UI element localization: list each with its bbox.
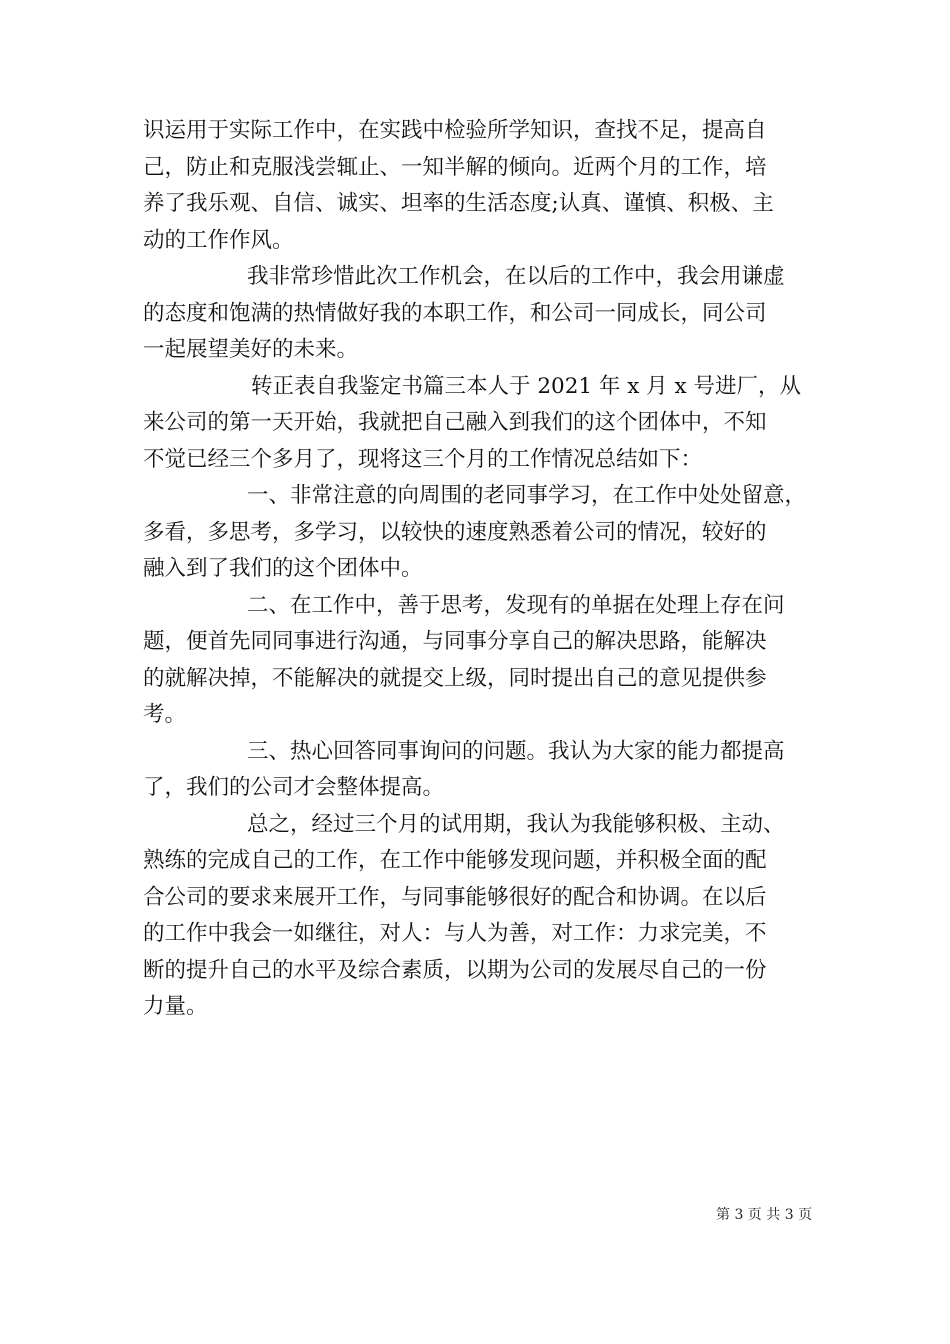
text-line: 多看，多思考，多学习，以较快的速度熟悉着公司的情况，较好的 (143, 519, 767, 545)
document-body (143, 113, 823, 1026)
text-line: 合公司的要求来展开工作，与同事能够很好的配合和协调。在以后 (143, 884, 767, 910)
text-line: 总之，经过三个月的试用期，我认为我能够积极、主动、 (247, 811, 785, 837)
page-number-footer: 第 3 页 共 3 页 (716, 1207, 813, 1223)
text-line: 一起展望美好的未来。 (143, 337, 359, 362)
paragraph-point-two (143, 588, 823, 734)
text-line: 我非常珍惜此次工作机会，在以后的工作中，我会用谦虚 (247, 264, 785, 289)
text-line: 断的提升自己的水平及综合素质，以期为公司的发展尽自己的一份 (143, 957, 767, 983)
text-line: 动的工作作风。 (143, 227, 294, 253)
text-line: 的就解决掉，不能解决的就提交上级，同时提出自己的意见提供参 (143, 665, 767, 691)
text-line: 熟练的完成自己的工作，在工作中能够发现问题，并积极全面的配 (143, 848, 767, 873)
paragraph-work-attitude (143, 113, 823, 259)
text-line: 来公司的第一天开始，我就把自己融入到我们的这个团体中，不知 (143, 410, 767, 435)
text-line: 考。 (143, 702, 187, 727)
text-line: 的工作中我会一如继往，对人：与人为善，对工作：力求完美，不 (143, 921, 767, 946)
paragraph-cherish-opportunity (143, 259, 823, 369)
text-line: 转正表自我鉴定书篇三本人于 2021 年 x 月 x 号进厂，从 (251, 373, 801, 399)
text-line: 了，我们的公司才会整体提高。 (143, 775, 445, 800)
text-line: 的态度和饱满的热情做好我的本职工作，和公司一同成长，同公司 (143, 300, 767, 326)
text-line: 不觉已经三个多月了，现将这三个月的工作情况总结如下： (143, 446, 703, 472)
text-line: 题，便首先同同事进行沟通，与同事分享自己的解决思路，能解决 (143, 629, 767, 654)
text-line: 养了我乐观、自信、诚实、坦率的生活态度;认真、谨慎、积极、主 (143, 191, 774, 216)
text-line: 融入到了我们的这个团体中。 (143, 556, 423, 581)
paragraph-conclusion (143, 807, 823, 1026)
paragraph-point-one (143, 478, 823, 588)
text-line: 识运用于实际工作中，在实践中检验所学知识，查找不足，提高自 (143, 118, 767, 143)
paragraph-article-three-intro (143, 369, 823, 479)
text-line: 二、在工作中，善于思考，发现有的单据在处理上存在问 (247, 592, 785, 618)
text-line: 一、非常注意的向周围的老同事学习，在工作中处处留意， (247, 483, 807, 508)
paragraph-point-three (143, 734, 823, 807)
text-line: 三、热心回答同事询问的问题。我认为大家的能力都提高 (247, 738, 785, 764)
text-line: 己，防止和克服浅尝辄止、一知半解的倾向。近两个月的工作，培 (143, 154, 767, 180)
text-line: 力量。 (143, 994, 208, 1019)
